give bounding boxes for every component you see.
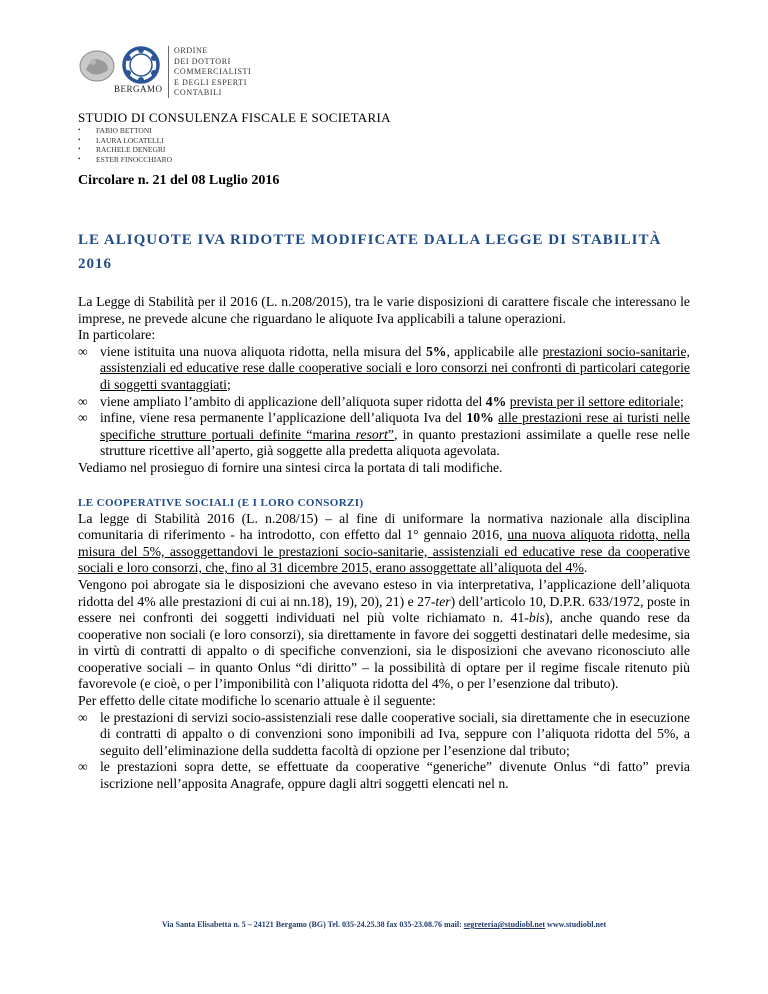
bullet-item: ∞ viene istituita una nuova aliquota ridotta, nella misura del 5%, applicabile alle prestazioni socio-sanitarie, assistenziali ed educative rese dalle cooperative sociali e loro consorzi nei confronti di particolari categorie di soggetti svantaggiati; <box>78 344 690 394</box>
circolare-number: Circolare n. 21 del 08 Luglio 2016 <box>78 173 280 188</box>
logo-line: E DEGLI ESPERTI <box>174 77 247 87</box>
studio-name: STUDIO DI CONSULENZA FISCALE E SOCIETARIA <box>78 110 391 125</box>
website-link[interactable]: www.studiobl.net <box>545 920 607 929</box>
bullet-item: ∞ infine, viene resa permanente l’applicazione dell’aliquota Iva del 10% alle prestazioni rese ai turisti nelle specifiche strutture portuali definite “marina resort”, in quanto prestazioni assimilate a quelle rese nelle strutture ricettive all’aperto, già soggette alla predetta aliquota agevolata. <box>78 410 690 460</box>
logo-city: BERGAMO <box>114 84 163 94</box>
section-heading: LE COOPERATIVE SOCIALI (E I LORO CONSORZI) <box>78 496 364 509</box>
logo-line: COMMERCIALISTI <box>174 67 252 77</box>
bullet-item: ∞ le prestazioni sopra dette, se effettuate da cooperative “generiche” divenute Onlus “di fatto” previa iscrizione nell’apposita Anagrafe, oppure dagli altri soggetti elencati nel n. <box>78 759 690 792</box>
partner-name: • FABIO BETTONI <box>78 126 172 136</box>
partner-name: • RACHELE DENEGRI <box>78 145 172 155</box>
partner-name: • LAURA LOCATELLI <box>78 136 172 146</box>
logo-line: CONTABILI <box>174 88 222 98</box>
section-paragraph: Per effetto delle citate modifiche lo scenario attuale è il seguente: <box>78 693 436 709</box>
logo-line: DEI DOTTORI <box>174 56 231 66</box>
logo-line: ORDINE <box>174 46 208 55</box>
bullet-item: ∞ le prestazioni di servizi socio-assistenziali rese dalle cooperative sociali, sia direttamente che in esecuzione di contratti di appalto o di convenzioni sono imponibili ad Iva, seppure con l’aliquota ridotta del 5%, a seguito dell’eliminazione della suddetta facoltà di opzione per l’esenzione dal tributo; <box>78 710 690 760</box>
logo-text <box>174 46 251 99</box>
document-body <box>78 294 690 793</box>
document-title: LE ALIQUOTE IVA RIDOTTE MODIFICATE DALLA LEGGE DI STABILITÀ 2016 <box>78 232 662 272</box>
intro-paragraph: In particolare: <box>78 327 156 343</box>
partner-name: • ESTER FINOCCHIARO <box>78 155 172 165</box>
coin-emblem-icon <box>78 48 116 84</box>
header-logo <box>78 44 252 100</box>
intro-paragraph: Vediamo nel prosieguo di fornire una sintesi circa la portata di tali modifiche. <box>78 459 503 475</box>
intro-paragraph: La Legge di Stabilità per il 2016 (L. n.208/2015), tra le varie disposizioni di carattere fiscale che interessano le imprese, ne prevede alcune che riguardano le aliquote Iva applicabili a talune operazioni. <box>78 294 690 326</box>
partners-list <box>78 126 172 164</box>
section-paragraph: La legge di Stabilità 2016 (L. n.208/15) – al fine di uniformare la normativa nazionale alla disciplina comunitaria di riferimento - ha introdotto, con effetto dal 1° gennaio 2016, una nuova aliquota ridotta, nella misura del 5%, assoggettandovi le prestazioni socio-sanitarie, assistenziali ed educative rese da cooperative sociali e loro consorzi, che, fino al 31 dicembre 2015, erano assoggettate all’aliquota del 4%. <box>78 510 690 576</box>
footer-contacts: Via Santa Elisabetta n. 5 – 24121 Bergamo (BG) Tel. 035-24.25.38 fax 035-23.08.76 mail: segreteria@studiobl.net www.studiobl.net <box>161 920 607 929</box>
section-paragraph: Vengono poi abrogate sia le disposizioni che avevano esteso in via interpretativa, l’applicazione dell’aliquota ridotta del 4% alle prestazioni di cui ai nn.18), 19), 20), 21) e 27-ter) dell’articolo 10, D.P.R. 633/1972, poste in essere nei confronti dei soggetti individuati nel più volte richiamato n. 41-bis), anche quando rese da cooperative non sociali (e loro consorzi), sia direttamente in favore dei soggetti destinatari delle medesime, sia in virtù di contratti di appalto o di specifiche convenzioni, sia le disposizioni che avevano riconosciuto alle cooperative sociali – in quanto Onlus “di diritto” – la possibilità di optare per il regime fiscale ritenuto più favorevole (e cioè, o per l’imponibilità con l’aliquota ridotta del 4%, o per l’esenzione dal tributo). <box>78 576 690 692</box>
bullet-item: ∞ viene ampliato l’ambito di applicazione dell’aliquota super ridotta del 4% prevista per il settore editoriale; <box>78 394 690 411</box>
email-link[interactable]: segreteria@studiobl.net <box>463 920 546 929</box>
wreath-emblem-icon <box>118 44 164 86</box>
logo-divider <box>168 46 169 98</box>
